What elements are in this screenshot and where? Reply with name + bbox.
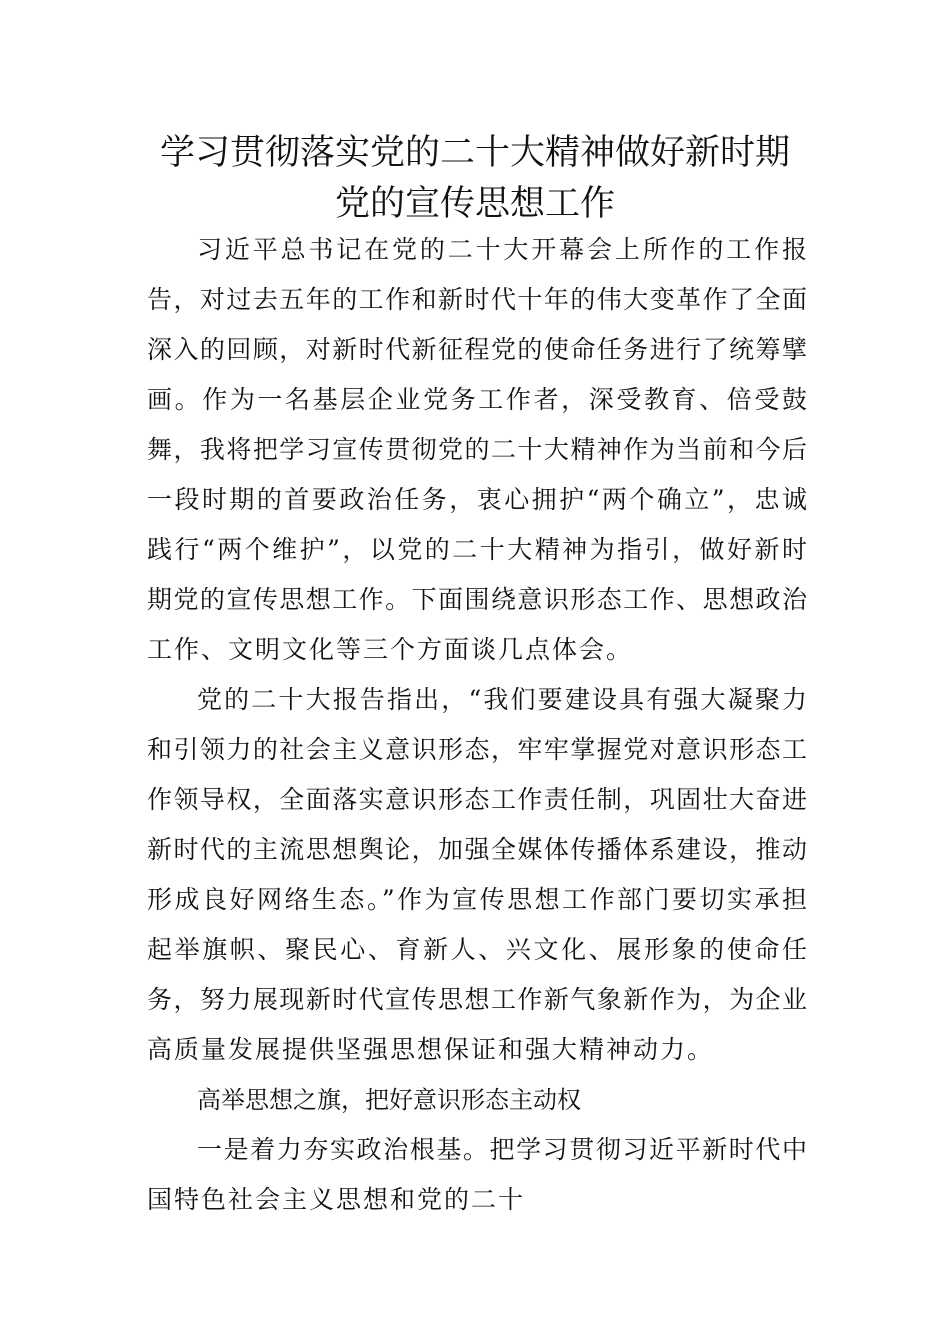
paragraph-line: 党的二十大报告指出，“我们要建设具有强大凝聚力 [197, 685, 807, 714]
paragraph-line: 形成良好网络生态。”作为宣传思想工作部门要切实承担 [147, 885, 807, 914]
paragraph-line: 期党的宣传思想工作。下面围绕意识形态工作、思想政治 [147, 585, 807, 614]
section-heading: 高举思想之旗，把好意识形态主动权 [197, 1086, 581, 1114]
paragraph-line: 国特色社会主义思想和党的二十 [147, 1185, 526, 1214]
paragraph-line: 一段时期的首要政治任务，衷心拥护“两个确立”，忠诚 [147, 485, 807, 514]
paragraph-line: 舞，我将把学习宣传贯彻党的二十大精神作为当前和今后 [147, 435, 807, 464]
paragraph-line: 工作、文明文化等三个方面谈几点体会。 [147, 635, 634, 664]
paragraph-line: 和引领力的社会主义意识形态，牢牢掌握党对意识形态工 [147, 735, 807, 764]
paragraph-line: 告，对过去五年的工作和新时代十年的伟大变革作了全面 [147, 285, 807, 314]
paragraph-line: 画。作为一名基层企业党务工作者，深受教育、倍受鼓 [147, 385, 807, 414]
paragraph-line: 新时代的主流思想舆论，加强全媒体传播体系建设，推动 [147, 835, 807, 864]
paragraph-line: 践行“两个维护”，以党的二十大精神为指引，做好新时 [147, 535, 807, 564]
paragraph-line: 习近平总书记在党的二十大开幕会上所作的工作报 [197, 235, 807, 264]
paragraph-line: 一是着力夯实政治根基。把学习贯彻习近平新时代中 [197, 1135, 807, 1164]
paragraph-line: 作领导权，全面落实意识形态工作责任制，巩固壮大奋进 [147, 785, 807, 814]
paragraph-line: 深入的回顾，对新时代新征程党的使命任务进行了统筹擘 [147, 335, 807, 364]
paragraph-line: 务，努力展现新时代宣传思想工作新气象新作为，为企业 [147, 985, 807, 1014]
paragraph-line: 高质量发展提供坚强思想保证和强大精神动力。 [147, 1035, 715, 1064]
paragraph-line: 起举旗帜、聚民心、育新人、兴文化、展形象的使命任 [147, 935, 807, 964]
document-title-line-2: 党的宣传思想工作 [334, 184, 615, 224]
document-title-line-1: 学习贯彻落实党的二十大精神做好新时期 [159, 133, 790, 173]
